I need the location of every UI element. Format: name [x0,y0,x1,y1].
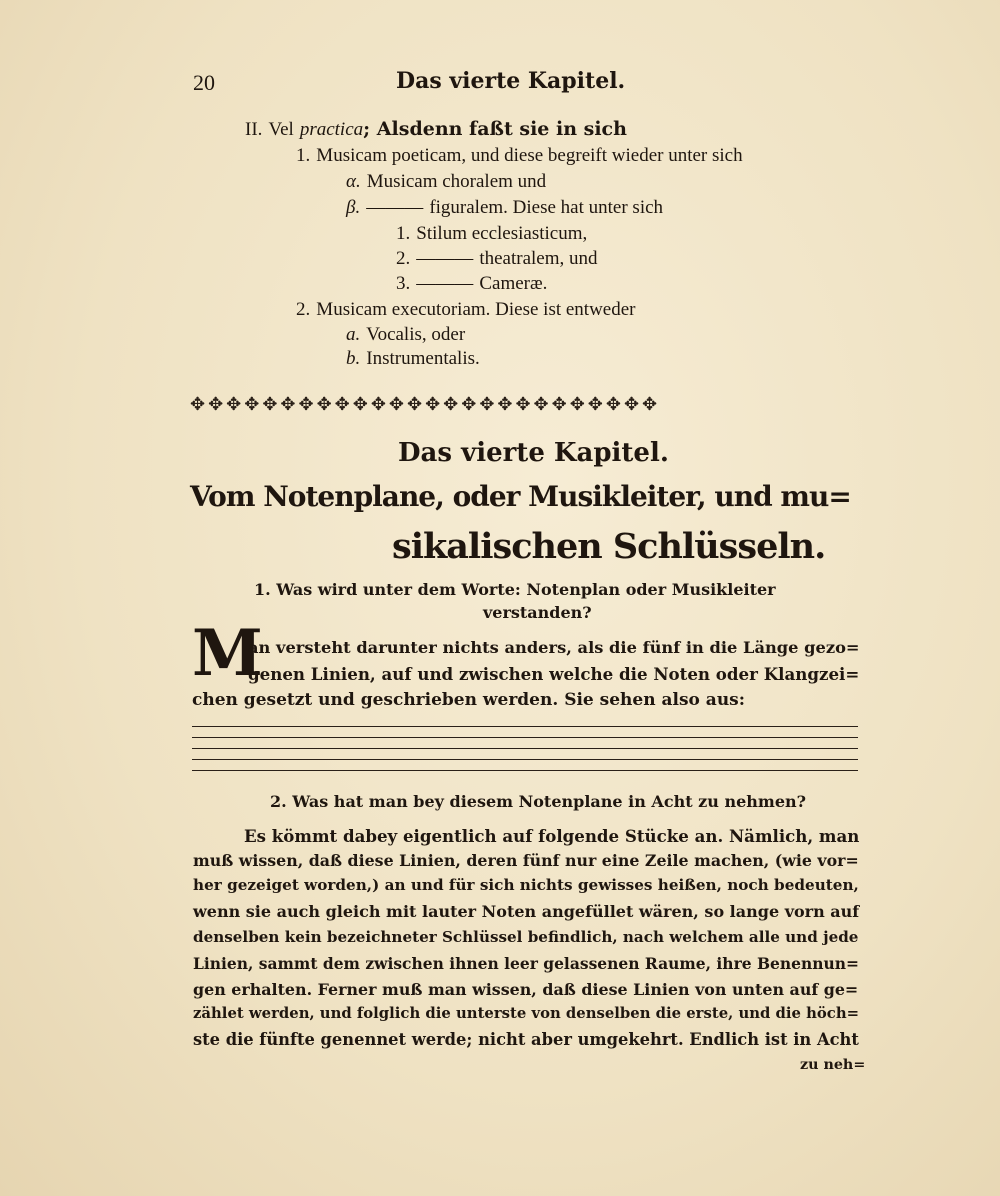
paragraph-line: denselben kein bezeichneter Schlüssel befindlich, nach welchem alle und jede [193,928,859,946]
staff-line [192,726,858,727]
paragraph-line: Linien, sammt dem zwischen ihnen leer gelassenen Raume, ihre Benennun= [193,954,860,973]
paragraph-line: wenn sie auch gleich mit lauter Noten angefüllet wären, so lange vorn auf [193,902,860,921]
outline-line: a. Vocalis, oder [346,324,466,345]
outline-line: II. Vel practica; Alsdenn faßt sie in sich [245,118,627,140]
outline-line: 1. Stilum ecclesiasticum, [396,223,588,244]
paragraph-line: zählet werden, und folglich die unterste von denselben die erste, und die höch= [193,1005,860,1022]
outline-line: α. Musicam choralem und [346,171,547,192]
paragraph-line: ste die fünfte genennet werde; nicht aber umgekehrt. Endlich ist in Acht [193,1030,859,1049]
page-number: 20 [193,70,215,95]
outline-line: b. Instrumentalis. [346,348,480,369]
staff-line [192,748,858,749]
catchword: zu neh= [800,1057,866,1073]
paragraph-line: gen erhalten. Ferner muß man wissen, daß diese Linien von unten auf ge= [193,980,859,999]
question-2: 2. Was hat man bey diesem Notenplane in Acht zu nehmen? [270,792,807,811]
ornament-rule: ✥✥✥✥✥✥✥✥✥✥✥✥✥✥✥✥✥✥✥✥✥✥✥✥✥✥ [190,394,661,415]
outline-line: 1. Musicam poeticam, und diese begreift wieder unter sich [296,145,743,166]
paragraph-line: an versteht darunter nichts anders, als die fünf in die Länge gezo= [248,638,860,657]
question-1-line2: verstanden? [483,603,592,622]
staff-line [192,770,858,771]
outline-line: 2. Musicam executoriam. Diese ist entweder [296,299,636,320]
staff-line [192,759,858,760]
outline-line: 3. ——— Cameræ. [396,273,548,294]
drop-initial: M [192,616,263,691]
running-head-title: Das vierte Kapitel. [396,68,626,94]
chapter-title-line1: Vom Notenplane, oder Musikleiter, und mu= [190,480,851,513]
outline-line: 2. ——— theatralem, und [396,248,598,269]
question-1-line1: 1. Was wird unter dem Worte: Notenplan oder Musikleiter [254,580,776,599]
paragraph-line: Es kömmt dabey eigentlich auf folgende Stücke an. Nämlich, man [244,826,860,846]
paragraph-line: chen gesetzt und geschrieben werden. Sie sehen also aus: [192,690,746,710]
chapter-kicker: Das vierte Kapitel. [398,438,669,468]
paragraph-line: muß wissen, daß diese Linien, deren fünf nur eine Zeile machen, (wie vor= [193,851,859,870]
paragraph-line: genen Linien, auf und zwischen welche die Noten oder Klangzei= [248,664,860,684]
paragraph-line: her gezeiget worden,) an und für sich nichts gewisses heißen, noch bedeuten, [193,876,859,894]
chapter-title-line2: sikalischen Schlüsseln. [392,526,826,567]
staff-line [192,737,858,738]
outline-line: β. ——— figuralem. Diese hat unter sich [346,197,664,218]
